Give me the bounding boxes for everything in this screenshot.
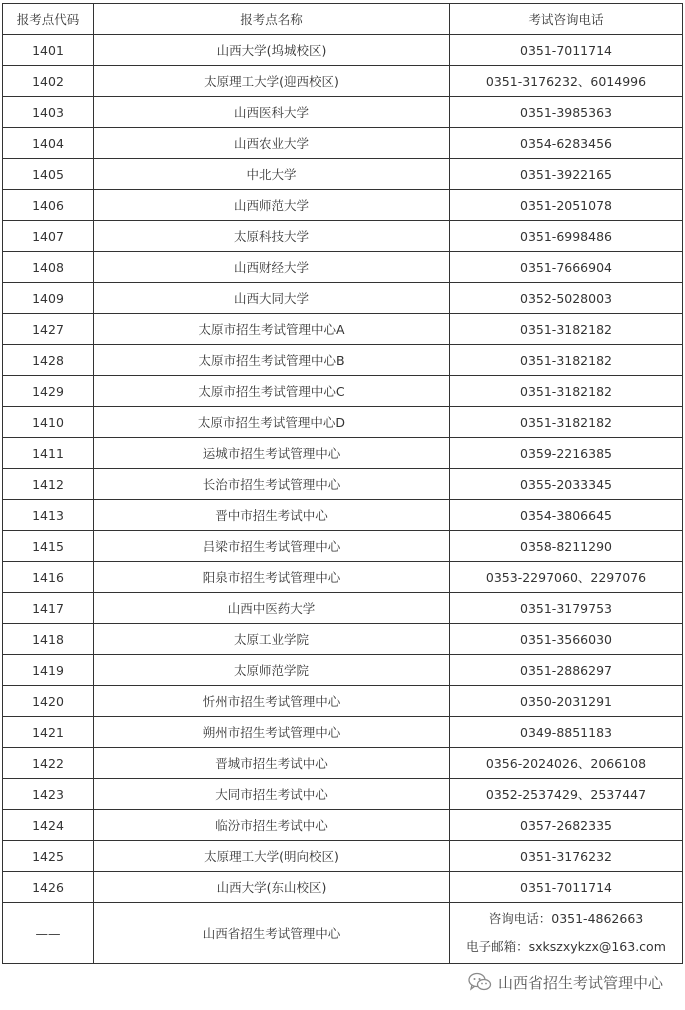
contact-email: 电子邮箱：sxkszxykzx@163.com [466, 939, 666, 954]
wechat-icon [468, 972, 492, 992]
cell-code: 1428 [3, 345, 94, 376]
watermark-text: 山西省招生考试管理中心 [497, 973, 663, 992]
cell-name: 山西财经大学 [94, 252, 450, 283]
cell-name: 山西师范大学 [94, 190, 450, 221]
cell-code: 1416 [3, 562, 94, 593]
table-row [3, 469, 683, 500]
header-code: 报考点代码 [3, 4, 94, 35]
table-row-headquarters [3, 903, 683, 964]
cell-phone: 0359-2216385 [450, 438, 683, 469]
cell-code: 1412 [3, 469, 94, 500]
cell-name: 山西农业大学 [94, 128, 450, 159]
cell-name: 太原理工大学(迎西校区) [94, 66, 450, 97]
cell-code: 1418 [3, 624, 94, 655]
cell-code: 1429 [3, 376, 94, 407]
cell-name: 山西省招生考试管理中心 [94, 903, 450, 964]
table-row [3, 438, 683, 469]
cell-code: 1422 [3, 748, 94, 779]
cell-code: 1420 [3, 686, 94, 717]
table-row [3, 779, 683, 810]
table-row [3, 686, 683, 717]
cell-phone: 0351-2051078 [450, 190, 683, 221]
table-row [3, 376, 683, 407]
cell-name: 太原师范学院 [94, 655, 450, 686]
cell-phone: 0353-2297060、2297076 [450, 562, 683, 593]
table-row [3, 407, 683, 438]
cell-name: 太原科技大学 [94, 221, 450, 252]
cell-name: 大同市招生考试中心 [94, 779, 450, 810]
cell-phone: 0357-2682335 [450, 810, 683, 841]
cell-phone: 0351-3566030 [450, 624, 683, 655]
cell-phone: 0351-3922165 [450, 159, 683, 190]
cell-name: 中北大学 [94, 159, 450, 190]
cell-name: 山西大同大学 [94, 283, 450, 314]
cell-phone: 0351-3179753 [450, 593, 683, 624]
cell-phone: 0351-3182182 [450, 407, 683, 438]
table-header-row [3, 4, 683, 35]
cell-name: 太原市招生考试管理中心D [94, 407, 450, 438]
cell-code: 1421 [3, 717, 94, 748]
cell-name: 太原工业学院 [94, 624, 450, 655]
cell-phone: 0358-8211290 [450, 531, 683, 562]
cell-code: 1415 [3, 531, 94, 562]
cell-phone: 0351-7666904 [450, 252, 683, 283]
cell-code: 1401 [3, 35, 94, 66]
cell-phone: 0351-6998486 [450, 221, 683, 252]
cell-name: 太原市招生考试管理中心A [94, 314, 450, 345]
table-row [3, 655, 683, 686]
cell-name: 忻州市招生考试管理中心 [94, 686, 450, 717]
cell-phone: 0351-7011714 [450, 35, 683, 66]
cell-name: 长治市招生考试管理中心 [94, 469, 450, 500]
cell-phone: 0351-3176232 [450, 841, 683, 872]
cell-code: 1405 [3, 159, 94, 190]
cell-name: 太原市招生考试管理中心B [94, 345, 450, 376]
table-row [3, 159, 683, 190]
cell-phone: 0351-3985363 [450, 97, 683, 128]
table-body [3, 35, 683, 964]
cell-phone: 0356-2024026、2066108 [450, 748, 683, 779]
table-row [3, 872, 683, 903]
cell-code: 1427 [3, 314, 94, 345]
table-row [3, 252, 683, 283]
cell-code: 1423 [3, 779, 94, 810]
cell-name: 运城市招生考试管理中心 [94, 438, 450, 469]
table-row [3, 190, 683, 221]
cell-code: 1402 [3, 66, 94, 97]
cell-phone: 0351-2886297 [450, 655, 683, 686]
cell-phone: 0351-3182182 [450, 376, 683, 407]
table-row [3, 128, 683, 159]
table-row [3, 748, 683, 779]
cell-name: 朔州市招生考试管理中心 [94, 717, 450, 748]
cell-code: 1404 [3, 128, 94, 159]
cell-code: 1425 [3, 841, 94, 872]
cell-code: 1408 [3, 252, 94, 283]
table-row [3, 221, 683, 252]
table-row [3, 593, 683, 624]
watermark [468, 970, 663, 994]
cell-code: 1407 [3, 221, 94, 252]
cell-name: 临汾市招生考试中心 [94, 810, 450, 841]
table-row [3, 97, 683, 128]
cell-code: 1409 [3, 283, 94, 314]
table-row [3, 562, 683, 593]
cell-name: 太原市招生考试管理中心C [94, 376, 450, 407]
cell-contact [450, 903, 683, 964]
table-row [3, 717, 683, 748]
cell-code: 1424 [3, 810, 94, 841]
cell-name: 山西大学(坞城校区) [94, 35, 450, 66]
cell-code: 1410 [3, 407, 94, 438]
table-row [3, 345, 683, 376]
cell-name: 太原理工大学(明向校区) [94, 841, 450, 872]
header-name: 报考点名称 [94, 4, 450, 35]
table-row [3, 35, 683, 66]
cell-code: 1426 [3, 872, 94, 903]
exam-site-table [2, 3, 683, 964]
cell-phone: 0352-5028003 [450, 283, 683, 314]
cell-code: 1419 [3, 655, 94, 686]
cell-phone: 0351-3182182 [450, 314, 683, 345]
table-row [3, 500, 683, 531]
cell-name: 晋中市招生考试中心 [94, 500, 450, 531]
cell-phone: 0352-2537429、2537447 [450, 779, 683, 810]
cell-phone: 0354-3806645 [450, 500, 683, 531]
cell-code: 1413 [3, 500, 94, 531]
table-row [3, 66, 683, 97]
cell-phone: 0354-6283456 [450, 128, 683, 159]
cell-phone: 0351-3182182 [450, 345, 683, 376]
cell-name: 晋城市招生考试中心 [94, 748, 450, 779]
cell-name: 吕梁市招生考试管理中心 [94, 531, 450, 562]
cell-phone: 0350-2031291 [450, 686, 683, 717]
table-row [3, 283, 683, 314]
cell-name: 山西大学(东山校区) [94, 872, 450, 903]
cell-code: 1406 [3, 190, 94, 221]
table-row [3, 841, 683, 872]
cell-name: 山西中医药大学 [94, 593, 450, 624]
cell-phone: 0351-3176232、6014996 [450, 66, 683, 97]
table-row [3, 624, 683, 655]
cell-phone: 0351-7011714 [450, 872, 683, 903]
table-row [3, 810, 683, 841]
cell-phone: 0349-8851183 [450, 717, 683, 748]
cell-code: —— [3, 903, 94, 964]
header-phone: 考试咨询电话 [450, 4, 683, 35]
contact-phone: 咨询电话：0351-4862663 [488, 911, 644, 926]
cell-code: 1417 [3, 593, 94, 624]
cell-name: 山西医科大学 [94, 97, 450, 128]
table-row [3, 531, 683, 562]
cell-code: 1403 [3, 97, 94, 128]
cell-code: 1411 [3, 438, 94, 469]
table-row [3, 314, 683, 345]
cell-phone: 0355-2033345 [450, 469, 683, 500]
cell-name: 阳泉市招生考试管理中心 [94, 562, 450, 593]
